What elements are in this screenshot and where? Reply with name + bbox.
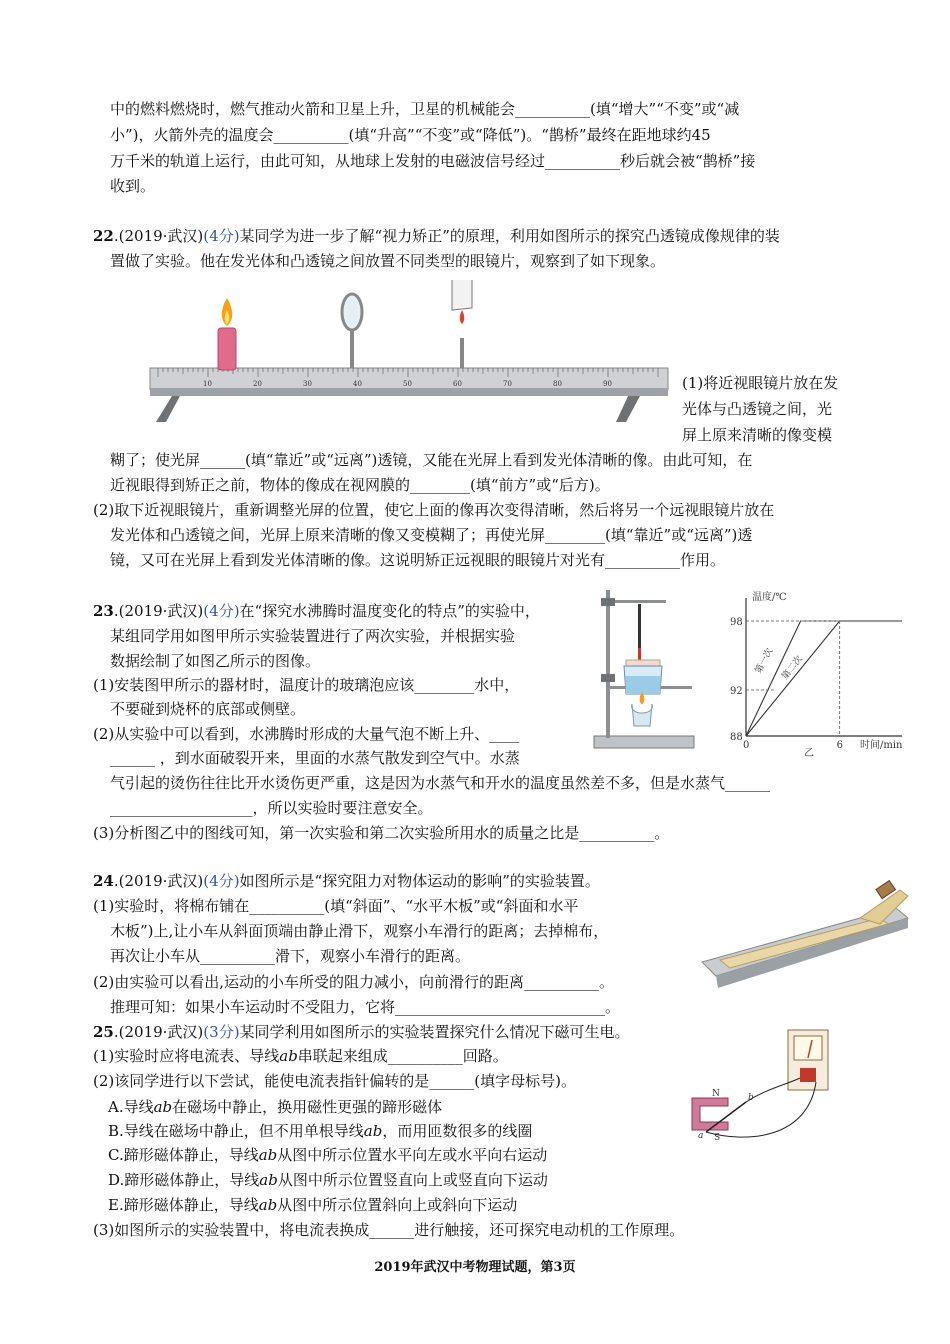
- q24-line-4: 再次让小车从__________滑下，观察小车滑行的距离。: [110, 947, 471, 965]
- x-tick-6: 6: [836, 740, 843, 751]
- galvanometer-terminal: [800, 1068, 816, 1082]
- q24-line-1: 如图所示是“探究阻力对物体运动的影响”的实验装置。: [239, 872, 600, 890]
- q22-side-2: 光体与凸透镜之间，光: [682, 400, 833, 418]
- q23-line-7: ______ ，到水面破裂开来，里面的水蒸气散发到空气中。水蒸: [110, 749, 520, 767]
- q21-line-2: 小”)，火箭外壳的温度会__________(填“升高”“不变”或“降低”)。“鹊桥”最终在距地球约45: [110, 126, 711, 144]
- q24-line-6: 推理可知：如果小车运动时不受阻力，它将____________________________。: [110, 998, 621, 1016]
- q25-l2-a: (1)实验时应将电流表、导线: [93, 1047, 280, 1065]
- horseshoe-magnet: [692, 1098, 728, 1130]
- q22-line-5: 近视眼得到矫正之前，物体的像成在视网膜的________(填“前方”或“后方)。: [110, 476, 610, 494]
- q25-l2-ab: ab: [279, 1047, 298, 1065]
- series-line-1: [746, 621, 902, 736]
- y-tick-92: 92: [730, 686, 743, 697]
- stand-clamp: [601, 598, 615, 606]
- q23-line-6: (2)从实验中可以看到，水沸腾时形成的大量气泡不断上升、____: [93, 725, 520, 743]
- ruler-tick-label: 40: [353, 380, 362, 388]
- q25-option-c: [108, 1143, 547, 1167]
- q21-line-3: 万千米的轨道上运行，由此可知，从地球上发射的电磁波信号经过__________秒后就会被“鹊桥”接: [110, 152, 756, 170]
- q25-ob-ab: ab: [363, 1122, 383, 1140]
- q23-line-1: 在“探究水沸腾时温度变化的特点”的实验中，: [239, 602, 540, 620]
- ruler-tick-label: 10: [203, 380, 212, 388]
- q21-line-4: 收到。: [110, 177, 156, 195]
- temperature-chart: [712, 588, 912, 760]
- ruler-tick-label: 70: [503, 380, 512, 388]
- q23-line-2: 某组同学用如图甲所示实验装置进行了两次实验，并根据实验: [110, 627, 516, 645]
- q23-line-5: 不要碰到烧杯的底部或侧壁。: [110, 700, 306, 718]
- q23-number: 23: [93, 602, 114, 620]
- q25-oa-c: 在磁场中静止，换用磁性更强的蹄形磁体: [172, 1098, 443, 1116]
- q25-od-c: 从图中所示位置竖直向上或竖直向下运动: [277, 1171, 548, 1189]
- q24-source: .(2019·武汉): [113, 872, 204, 890]
- q22-line-4: 糊了；使光屏______(填“靠近”或“远离”)透镜，又能在光屏上看到发光体清晰的像。由此可知，在: [110, 451, 753, 469]
- induction-apparatus-figure: [688, 1028, 832, 1144]
- q25-oe-ab: ab: [258, 1196, 278, 1214]
- x-axis-label: 时间/min: [860, 740, 903, 751]
- q25-number: 25: [93, 1023, 114, 1041]
- q22-line-8: 镜，又可在光屏上看到发光体清晰的像。这说明矫正远视眼的眼镜片对光有__________作用。: [110, 551, 726, 569]
- q23-line-3: 数据绘制了如图乙所示的图像。: [110, 652, 321, 670]
- bench-leg-left: [156, 396, 180, 422]
- q23-header: [93, 599, 540, 623]
- water: [625, 676, 661, 694]
- q23-line-4: (1)安装图甲所示的器材时，温度计的玻璃泡应该________水中，: [93, 676, 520, 694]
- y-tick-88: 88: [730, 732, 743, 743]
- series-label-2: 第二次: [780, 654, 805, 682]
- series-line-2: [746, 621, 902, 736]
- q24-line-5: (2)由实验可以看出,运动的小车所受的阻力减小，向前滑行的距离__________。: [93, 973, 615, 991]
- wire-a-label: a: [698, 1131, 704, 1141]
- q23-line-10: (3)分析图乙中的图线可知，第一次实验和第二次实验所用水的质量之比是__________。: [93, 824, 670, 842]
- q22-number: 22: [93, 227, 114, 245]
- q25-l2-c: 串联起来组成__________回路。: [297, 1047, 508, 1065]
- q22-score: (4分): [203, 227, 240, 245]
- q23-source: .(2019·武汉): [113, 602, 204, 620]
- magnet-n-label: N: [712, 1089, 720, 1099]
- ruler-tick-label: 50: [403, 380, 412, 388]
- q22-header: [93, 224, 780, 248]
- q24-header: [93, 869, 600, 893]
- q24-number: 24: [93, 872, 114, 890]
- q25-line-2: [93, 1044, 508, 1068]
- bench-rail-base: [150, 388, 668, 396]
- q25-line-3: (2)该同学进行以下尝试，能使电流表指针偏转的是______(填字母标号)。: [93, 1072, 576, 1090]
- ruler-tick-label: 20: [253, 380, 262, 388]
- magnet-s-label: S: [714, 1133, 721, 1143]
- ruler-tick-label: 90: [603, 380, 612, 388]
- stand-rod: [606, 590, 610, 738]
- convex-lens: [342, 294, 362, 330]
- x-tick-0: 0: [743, 740, 750, 751]
- q25-ob-c: ，而用匝数很多的线圈: [382, 1122, 533, 1140]
- q22-intro-1: 某同学为进一步了解“视力矫正”的原理，利用如图所示的探究凸透镜成像规律的装: [239, 227, 780, 245]
- q25-header: [93, 1020, 630, 1044]
- ruler-tick-label: 60: [453, 380, 462, 388]
- optical-bench-figure: [148, 280, 670, 425]
- q23-line-8: 气引起的烫伤往往比开水烫伤更严重，这是因为水蒸气和开水的温度虽然差不多，但是水蒸气______: [110, 774, 771, 792]
- q22-line-7: 发光体和凸透镜之间，光屏上原来清晰的像又变模糊了；再使光屏________(填“靠近”或“远离”)透: [110, 526, 753, 544]
- page-footer: 2019年武汉中考物理试题，第3页: [374, 1260, 576, 1275]
- q25-option-d: [108, 1168, 548, 1192]
- q23-line-9: ___________________，所以实验时要注意安全。: [110, 799, 433, 817]
- series-label-1: 第一次: [753, 646, 776, 676]
- q25-od-ab: ab: [259, 1171, 278, 1189]
- ruler-tick-label: 80: [553, 380, 562, 388]
- q25-option-b: [108, 1119, 532, 1143]
- screen-stand: [460, 338, 464, 368]
- q24-line-3: 木板”)上,让小车从斜面顶端由静止滑下，观察小车滑行的距离；去掉棉布，: [110, 922, 609, 940]
- q22-intro-2: 置做了实验。他在发光体和凸透镜之间放置不同类型的眼镜片，观察到了如下现象。: [110, 252, 666, 270]
- q25-oa-ab: ab: [153, 1098, 173, 1116]
- q22-side-1: (1)将近视眼镜片放在发: [682, 374, 839, 392]
- q25-line-9: (3)如图所示的实验装置中，将电流表换成______进行触接，还可探究电动机的工作原理。: [93, 1221, 685, 1239]
- q22-side-3: 屏上原来清晰的像变模: [682, 426, 833, 444]
- q25-oc-a: C.蹄形磁体静止，导线: [108, 1146, 259, 1164]
- q24-line-2: (1)实验时，将棉布铺在__________(填“斜面”、“水平木板”或“斜面和水平: [93, 897, 579, 915]
- q25-ob-a: B.导线在磁场中静止，但不用单根导线: [108, 1122, 364, 1140]
- q25-od-a: D.蹄形磁体静止，导线: [108, 1171, 260, 1189]
- q25-line-1: 某同学利用如图所示的实验装置探究什么情况下磁可生电。: [239, 1023, 630, 1041]
- q25-oe-a: E.蹄形磁体静止，导线: [108, 1196, 259, 1214]
- screen-image: [460, 310, 465, 324]
- q23-score: (4分): [203, 602, 240, 620]
- alcohol-lamp: [632, 704, 653, 726]
- stand-ring-clamp: [601, 674, 615, 682]
- q21-line-1: 中的燃料燃烧时，燃气推动火箭和卫星上升，卫星的机械能会__________(填“增大”“不变”或“减: [110, 100, 740, 118]
- q22-source: .(2019·武汉): [113, 227, 204, 245]
- boiling-apparatus-figure: [592, 586, 700, 754]
- lens-stand: [350, 330, 354, 368]
- y-tick-98: 98: [730, 617, 743, 628]
- candle: [218, 328, 236, 370]
- q25-option-a: [108, 1095, 442, 1119]
- bench-leg-right: [616, 396, 640, 422]
- q25-oc-ab: ab: [258, 1146, 278, 1164]
- q24-score: (4分): [203, 872, 240, 890]
- q25-oc-c: 从图中所示位置水平向左或水平向右运动: [277, 1146, 548, 1164]
- q25-score: (3分): [203, 1023, 240, 1041]
- q25-source: .(2019·武汉): [113, 1023, 204, 1041]
- light-screen: [452, 280, 472, 310]
- q22-line-6: (2)取下近视眼镜片，重新调整光屏的位置，使它上面的像再次变得清晰，然后将另一个远视眼镜片放在: [93, 501, 775, 519]
- q25-oe-c: 从图中所示位置斜向上或斜向下运动: [277, 1196, 518, 1214]
- q25-oa-a: A.导线: [108, 1098, 154, 1116]
- incline-cart-figure: [700, 878, 912, 1000]
- wire-b-label: b: [748, 1093, 754, 1103]
- y-axis-label: 温度/℃: [752, 592, 787, 603]
- ruler-tick-label: 30: [303, 380, 312, 388]
- chart-fig-label: 乙: [804, 748, 814, 759]
- q25-option-e: [108, 1193, 517, 1217]
